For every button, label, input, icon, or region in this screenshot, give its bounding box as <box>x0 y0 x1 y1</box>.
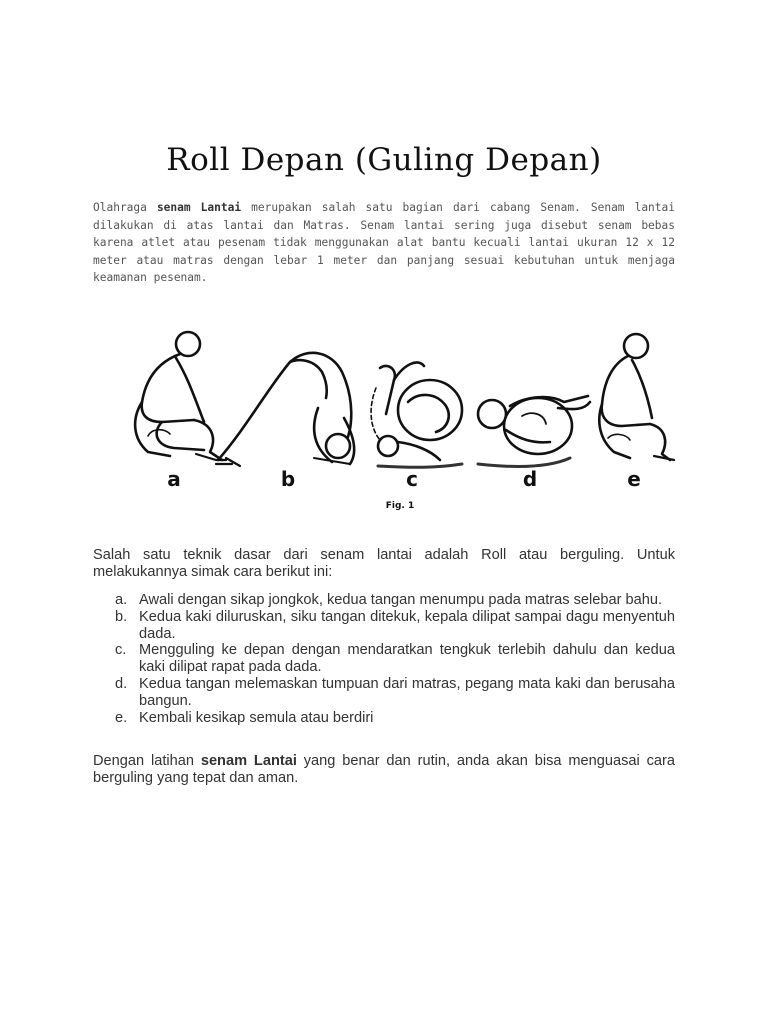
forward-roll-figure <box>118 318 678 518</box>
list-marker: e. <box>115 709 128 726</box>
intro-bold-term: senam Lantai <box>156 201 242 214</box>
list-item-text: Kedua kaki diluruskan, siku tangan ditekuk, kepala dilipat sampai dagu menyentuh dada. <box>139 608 675 642</box>
closing-paragraph <box>93 753 675 787</box>
figure-c-roll <box>371 362 462 467</box>
figure-caption: Fig. 1 <box>385 501 415 511</box>
figure-e-squat <box>599 334 674 460</box>
label-c: c <box>406 467 418 491</box>
page-title: Roll Depan (Guling Depan) <box>166 142 602 178</box>
list-item <box>93 676 675 710</box>
list-marker: c. <box>115 642 127 659</box>
closing-bold-term: senam Lantai <box>200 753 297 769</box>
intro-text-rest: merupakan salah satu bagian dari cabang Senam. Senam lantai dilakukan di atas lantai dan Matras. Senam lantai sering juga disebut senam bebas karena atlet atau pesenam tidak menggunakan alat bantu kecuali lantai ukuran 12 x 12 meter atau matras dengan lebar 1 meter dan panjang sesuai kebutuhan untuk menjaga keamanan pesenam. <box>93 201 675 284</box>
label-a: a <box>167 467 181 491</box>
list-item <box>93 609 675 643</box>
intro-paragraph <box>93 199 675 287</box>
list-item-text: Mengguling ke depan dengan mendaratkan tengkuk terlebih dahulu dan kedua kaki dilipat rapat pada dada. <box>139 642 675 676</box>
intro-text-start: Olahraga <box>93 201 157 214</box>
list-item <box>93 710 675 727</box>
label-d: d <box>522 467 538 491</box>
label-b: b <box>280 467 296 491</box>
closing-text-start: Dengan latihan <box>93 753 201 769</box>
figure-d-tuck <box>478 396 590 466</box>
figure-b-pike <box>216 353 354 466</box>
list-item-text: Kedua tangan melemaskan tumpuan dari matras, pegang mata kaki dan berusaha bangun. <box>139 675 675 709</box>
closing-text-rest: yang benar dan rutin, anda akan bisa menguasai cara berguling yang tepat dan aman. <box>93 753 675 786</box>
steps-list <box>93 592 675 726</box>
list-marker: b. <box>115 608 128 625</box>
forward-roll-illustration <box>118 318 678 518</box>
figure-a-squat <box>135 332 226 460</box>
list-item <box>93 592 675 609</box>
list-marker: d. <box>115 675 128 692</box>
list-item <box>93 642 675 676</box>
technique-paragraph: Salah satu teknik dasar dari senam lantai adalah Roll atau berguling. Untuk melakukannya simak cara berikut ini: <box>93 547 675 580</box>
list-item-text: Awali dengan sikap jongkok, kedua tangan menumpu pada matras selebar bahu. <box>139 592 663 608</box>
list-marker: a. <box>115 592 128 608</box>
label-e: e <box>627 467 641 491</box>
list-item-text: Kembali kesikap semula atau berdiri <box>139 709 374 726</box>
